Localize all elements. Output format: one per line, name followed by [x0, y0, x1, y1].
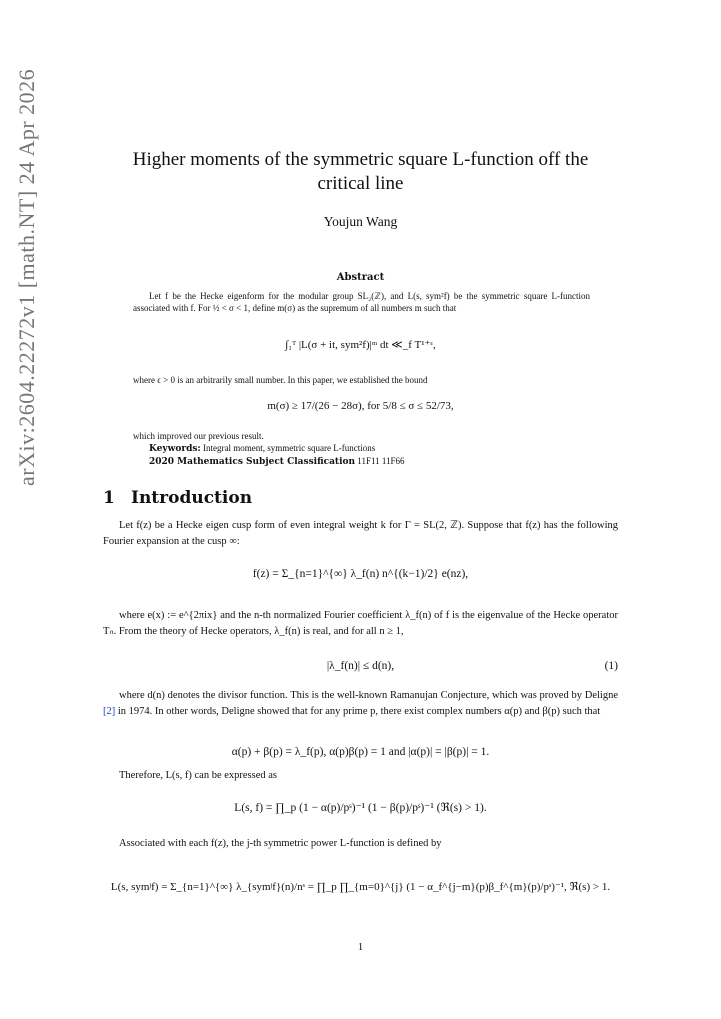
abstract-paragraph-1: Let f be the Hecke eigenform for the modular group SL₂(ℤ), and L(s, sym²f) be the symmetric square L-function associated with f. For ½ < σ < 1, define m(σ) as the supremum of all numbers m such that — [133, 291, 590, 313]
abstract-heading: Abstract — [336, 272, 385, 283]
abstract-equation-2: m(σ) ≥ 17/(26 − 28σ), for 5/8 ≤ σ ≤ 52/73, — [267, 400, 454, 412]
title-line-2: critical line — [317, 173, 404, 194]
section-number: 1 — [103, 488, 115, 508]
equation-1-number: (1) — [604, 660, 618, 672]
body-paragraph-5: Associated with each f(z), the j-th symmetric power L-function is defined by — [119, 838, 442, 849]
equation-symmetric-power: L(s, symʲf) = Σ_{n=1}^{∞} λ_{symʲf}(n)/nˢ = ∏_p ∏_{m=0}^{j} (1 − α_f^{j−m}(p)β_f^{m}(p)/pˢ)⁻¹, ℜ(s) > 1. — [110, 881, 611, 893]
equation-1 — [103, 660, 618, 672]
msc-label: 2020 Mathematics Subject Classification — [149, 457, 356, 467]
citation-link[interactable]: [2] — [103, 706, 116, 717]
body-paragraph-1: Let f(z) be a Hecke eigen cusp form of even integral weight k for Γ = SL(2, ℤ). Suppose that f(z) has the following Fourier expansion at the cusp ∞: — [103, 520, 618, 547]
abstract-equation-1: ∫₁ᵀ |L(σ + it, sym²f)|ᵐ dt ≪_f T¹⁺ᵋ, — [285, 339, 436, 351]
body-paragraph-4: Therefore, L(s, f) can be expressed as — [119, 770, 278, 781]
page-number: 1 — [357, 941, 364, 953]
equation-alpha-beta: α(p) + β(p) = λ_f(p), α(p)β(p) = 1 and |α(p)| = |β(p)| = 1. — [231, 746, 490, 758]
section-heading — [103, 488, 252, 508]
equation-1-body: |λ_f(n)| ≤ d(n), — [326, 660, 395, 672]
body-paragraph-3: where d(n) denotes the divisor function. This is the well-known Ramanujan Conjecture, which was proved by Deligne [2] in 1974. In other words, Deligne showed that for any prime p, there exist complex numbers α(p) and β(p) such that — [103, 690, 618, 717]
author-name: Youjun Wang — [323, 214, 398, 229]
abstract-paragraph-3: which improved our previous result. — [133, 431, 264, 441]
keywords-label: Keywords: — [149, 444, 201, 454]
title-line-1: Higher moments of the symmetric square L-function off the — [132, 149, 589, 170]
paper-title — [103, 148, 618, 196]
equation-fourier: f(z) = Σ_{n=1}^{∞} λ_f(n) n^{(k−1)/2} e(nz), — [252, 568, 469, 580]
abstract-paragraph-2: where ϵ > 0 is an arbitrarily small number. In this paper, we established the bound — [133, 375, 428, 385]
section-title: Introduction — [131, 488, 253, 508]
msc-value: 11F11 11F66 — [357, 456, 405, 466]
body-paragraph-2: where e(x) := e^{2πix} and the n-th normalized Fourier coefficient λ_f(n) of f is the eigenvalue of the Hecke operator Tₙ. From the theory of Hecke operators, λ_f(n) is real, and for all n ≥ 1, — [103, 610, 618, 637]
msc-line — [133, 455, 590, 468]
keywords-value: Integral moment, symmetric square L-functions — [203, 443, 376, 453]
keywords-line — [133, 442, 590, 455]
equation-euler-product: L(s, f) = ∏_p (1 − α(p)/pˢ)⁻¹ (1 − β(p)/pˢ)⁻¹ (ℜ(s) > 1). — [234, 802, 487, 814]
